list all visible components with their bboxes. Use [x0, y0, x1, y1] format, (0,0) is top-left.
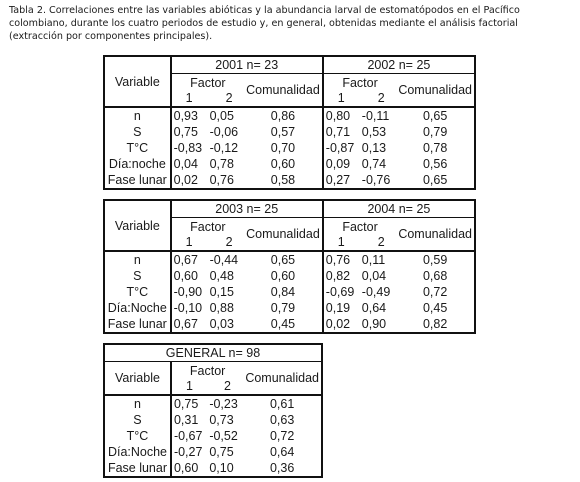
factor1-cell: 0,04 — [173, 157, 198, 171]
table-row — [104, 460, 322, 477]
factor1-cell: -0,69 — [325, 285, 355, 299]
table-row — [104, 140, 475, 156]
factor-1-label: 1 — [185, 91, 193, 105]
comunalidad-cell: 0,63 — [269, 413, 295, 427]
factor2-cell: 0,88 — [209, 301, 234, 315]
factor1-cell: 0,67 — [173, 253, 198, 267]
factor1-cell: 0,76 — [325, 253, 351, 267]
variable-header: Variable — [104, 200, 171, 251]
factor1-cell: 0,31 — [173, 413, 199, 427]
comunalidad-cell: 0,57 — [244, 124, 323, 140]
factor2-cell: 0,75 — [209, 445, 234, 459]
factor2-cell: 0,48 — [209, 269, 234, 283]
factor1-cell: -0,67 — [173, 429, 203, 443]
factor1-cell: 0,27 — [325, 173, 351, 187]
factor-2-label: 2 — [377, 235, 385, 249]
factor1-cell: 0,75 — [173, 125, 198, 139]
table-body — [104, 251, 475, 333]
factor1-cell: 0,02 — [325, 317, 351, 331]
table-row — [104, 107, 475, 124]
comunalidad-header: Comunalidad — [244, 218, 323, 252]
factor2-cell: 0,15 — [209, 285, 234, 299]
factor-label: Factor — [342, 220, 378, 234]
variable-cell: Fase lunar — [104, 172, 171, 189]
factor1-cell: 0,93 — [173, 109, 198, 123]
factor-1-label: 1 — [185, 235, 193, 249]
variable-cell: S — [104, 268, 171, 284]
comunalidad-cell: 0,70 — [244, 140, 323, 156]
factor-2-label: 2 — [225, 235, 233, 249]
table-row — [104, 284, 475, 300]
variable-cell: T°C — [104, 140, 171, 156]
variable-cell: S — [104, 412, 171, 428]
table-2003-2004 — [103, 199, 476, 334]
comunalidad-cell: 0,68 — [422, 269, 448, 283]
variable-header: Variable — [104, 362, 171, 396]
comunalidad-header: Comunalidad — [396, 74, 475, 108]
table-row — [104, 444, 322, 460]
comunalidad-cell: 0,56 — [422, 157, 448, 171]
factor1-cell: -0,90 — [173, 285, 203, 299]
comunalidad-cell: 0,84 — [244, 284, 323, 300]
variable-cell: T°C — [104, 428, 171, 444]
factor1-cell: 0,09 — [325, 157, 351, 171]
table-row — [104, 268, 475, 284]
comunalidad-cell: 0,65 — [422, 173, 448, 187]
factor-2-label: 2 — [225, 91, 233, 105]
factor2-cell: 0,90 — [361, 317, 387, 331]
comunalidad-cell: 0,64 — [269, 445, 295, 459]
factor2-cell: 0,05 — [209, 109, 234, 123]
comunalidad-cell: 0,72 — [422, 285, 448, 299]
factor1-cell: 0,82 — [325, 269, 351, 283]
comunalidad-cell: 0,79 — [422, 125, 448, 139]
table-body — [104, 107, 475, 189]
factor2-cell: 0,73 — [209, 413, 234, 427]
table-general — [103, 343, 323, 478]
variable-cell: Día:Noche — [104, 444, 171, 460]
comunalidad-cell: 0,36 — [269, 461, 295, 475]
factor-1-label: 1 — [185, 379, 193, 393]
factor-label: Factor — [342, 76, 378, 90]
factor2-cell: 0,64 — [361, 301, 387, 315]
comunalidad-cell: 0,61 — [269, 397, 295, 411]
factor1-cell: 0,60 — [173, 461, 199, 475]
period-title-general: GENERAL n= 98 — [104, 344, 322, 362]
factor2-cell: 0,76 — [209, 173, 234, 187]
factor-header — [172, 218, 245, 250]
factor-label: Factor — [190, 76, 226, 90]
period-title-2004: 2004 n= 25 — [323, 200, 475, 218]
factor1-cell: 0,67 — [173, 317, 198, 331]
comunalidad-cell: 0,60 — [244, 156, 323, 172]
factor2-cell: -0,76 — [361, 173, 391, 187]
factor-1-label: 1 — [337, 235, 345, 249]
table-row — [104, 300, 475, 316]
factor2-cell: 0,11 — [361, 253, 386, 267]
comunalidad-cell: 0,78 — [422, 141, 448, 155]
factor2-cell: 0,13 — [361, 141, 387, 155]
comunalidad-cell: 0,65 — [244, 251, 323, 268]
table-row — [104, 172, 475, 189]
factor1-cell: -0,27 — [173, 445, 203, 459]
table-2001-2002 — [103, 55, 476, 190]
variable-cell: n — [104, 251, 171, 268]
comunalidad-cell: 0,58 — [244, 172, 323, 189]
factor2-cell: -0,49 — [361, 285, 391, 299]
factor-1-label: 1 — [337, 91, 345, 105]
factor2-cell: -0,11 — [361, 109, 390, 123]
factor1-cell: -0,10 — [173, 301, 203, 315]
factor1-cell: -0,83 — [173, 141, 203, 155]
factor-header — [172, 362, 243, 394]
comunalidad-header: Comunalidad — [396, 218, 475, 252]
table-body — [104, 395, 322, 477]
period-title-2001: 2001 n= 23 — [171, 56, 323, 74]
factor2-cell: 0,53 — [361, 125, 387, 139]
factor-label: Factor — [189, 364, 226, 378]
table-row — [104, 124, 475, 140]
factor2-cell: 0,04 — [361, 269, 387, 283]
table-row — [104, 316, 475, 333]
comunalidad-cell: 0,45 — [244, 316, 323, 333]
factor2-cell: 0,74 — [361, 157, 387, 171]
variable-cell: Fase lunar — [104, 316, 171, 333]
comunalidad-cell: 0,72 — [269, 429, 295, 443]
comunalidad-cell: 0,65 — [422, 109, 448, 123]
table-row — [104, 156, 475, 172]
table-row — [104, 412, 322, 428]
factor1-cell: 0,02 — [173, 173, 198, 187]
variable-cell: Día:Noche — [104, 300, 171, 316]
factor1-cell: 0,71 — [325, 125, 351, 139]
comunalidad-cell: 0,86 — [244, 107, 323, 124]
factor-2-label: 2 — [377, 91, 385, 105]
variable-cell: T°C — [104, 284, 171, 300]
factor2-cell: -0,44 — [209, 253, 239, 267]
factor-2-label: 2 — [223, 379, 231, 393]
factor2-cell: 0,03 — [209, 317, 234, 331]
factor-header — [172, 74, 245, 106]
comunalidad-cell: 0,59 — [422, 253, 448, 267]
table-row — [104, 251, 475, 268]
factor2-cell: 0,10 — [209, 461, 234, 475]
comunalidad-cell: 0,45 — [422, 301, 448, 315]
table-row — [104, 395, 322, 412]
table-caption: Tabla 2. Correlaciones entre las variables abióticas y la abundancia larval de estomatópodos en el Pacífico colombiano, durante los cuatro periodos de estudio y, en general, obtenidas mediante el análisis factorial (extracción por componentes principales). — [9, 5, 520, 42]
factor-header — [324, 74, 397, 106]
period-title-2002: 2002 n= 25 — [323, 56, 475, 74]
factor2-cell: -0,23 — [209, 397, 238, 411]
variable-cell: Fase lunar — [104, 460, 171, 477]
period-title-2003: 2003 n= 25 — [171, 200, 323, 218]
factor1-cell: 0,19 — [325, 301, 351, 315]
factor2-cell: -0,12 — [209, 141, 239, 155]
factor2-cell: -0,06 — [209, 125, 239, 139]
comunalidad-header: Comunalidad — [243, 362, 322, 396]
variable-header: Variable — [104, 56, 171, 107]
factor1-cell: -0,87 — [325, 141, 355, 155]
variable-cell: S — [104, 124, 171, 140]
factor-label: Factor — [190, 220, 226, 234]
factor-header — [324, 218, 397, 250]
factor1-cell: 0,60 — [173, 269, 198, 283]
comunalidad-cell: 0,82 — [422, 317, 448, 331]
comunalidad-cell: 0,79 — [244, 300, 323, 316]
variable-cell: Día:noche — [104, 156, 171, 172]
factor1-cell: 0,80 — [325, 109, 351, 123]
variable-cell: n — [104, 395, 171, 412]
variable-cell: n — [104, 107, 171, 124]
factor2-cell: 0,78 — [209, 157, 234, 171]
factor1-cell: 0,75 — [173, 397, 199, 411]
comunalidad-cell: 0,60 — [244, 268, 323, 284]
table-row — [104, 428, 322, 444]
factor2-cell: -0,52 — [209, 429, 238, 443]
comunalidad-header: Comunalidad — [244, 74, 323, 108]
